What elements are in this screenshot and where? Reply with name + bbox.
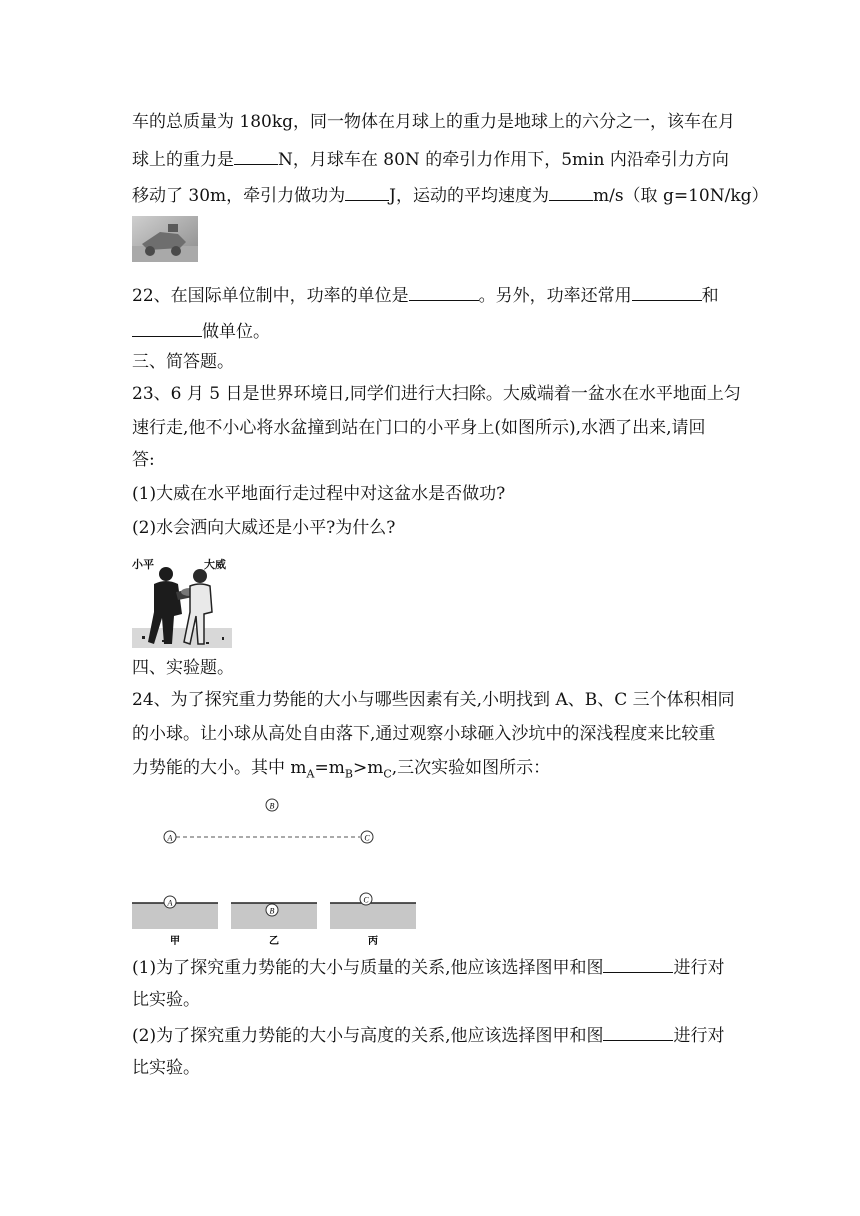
ball-label-a-pit: A [167, 898, 173, 908]
q23-line-2: 速行走,他不小心将水盆撞到站在门口的小平身上(如图所示),水洒了出来,请回 [132, 418, 706, 438]
q21-line-2 [132, 146, 729, 172]
sand-pit-2 [231, 903, 317, 929]
q21-text-3a: 移动了 30m，牵引力做功为 [132, 186, 346, 206]
ball-label-b: B [269, 801, 275, 811]
q24-text-3a: 力势能的大小。其中 m [132, 758, 307, 778]
q23-line-3: 答: [132, 450, 155, 470]
answer-blank[interactable] [603, 954, 673, 973]
potential-energy-experiment-diagram [130, 792, 422, 952]
answer-blank[interactable] [345, 182, 389, 201]
q21-text-3b: J，运动的平均速度为 [389, 186, 549, 206]
q24-sub2-tail: 进行对 [673, 1026, 725, 1046]
q24-sub2-text: (2)为了探究重力势能的大小与高度的关系,他应该选择图甲和图 [132, 1026, 604, 1046]
q22-text-1c: 和 [701, 286, 719, 306]
ball-b-high [266, 799, 278, 811]
label-dawei: 大威 [204, 558, 226, 571]
q21-text-1: 车的总质量为 180kg，同一物体在月球上的重力是地球上的六分之一，该车在月 [132, 112, 736, 132]
q24-line-3 [132, 756, 550, 786]
label-xiaoping: 小平 [132, 558, 154, 571]
caption-yi: 乙 [269, 936, 279, 947]
ball-label-b-pit: B [269, 906, 275, 916]
q21-text-2b: N，月球车在 80N 的牵引力作用下，5min 内沿牵引力方向 [278, 150, 729, 170]
answer-blank[interactable] [409, 282, 479, 301]
q24-line-2: 的小球。让小球从高处自由落下,通过观察小球砸入沙坑中的深浅程度来比较重 [132, 724, 716, 744]
caption-jia: 甲 [170, 936, 180, 947]
q21-line-3 [132, 182, 769, 208]
answer-blank[interactable] [549, 182, 593, 201]
q22-text-2: 做单位。 [202, 322, 270, 342]
q21-text-3c: m/s（取 g=10N/kg） [592, 186, 769, 206]
subscript-b: B [344, 767, 353, 781]
q22-text-1b: 。另外，功率还常用 [478, 286, 632, 306]
lunar-rover-photo [132, 216, 198, 262]
q22-line-1 [132, 282, 719, 308]
answer-blank[interactable] [603, 1022, 673, 1041]
section-4-heading: 四、实验题。 [132, 658, 234, 678]
q21-line-1 [132, 110, 735, 134]
answer-blank[interactable] [632, 282, 702, 301]
caption-bing: 丙 [368, 936, 378, 947]
q24-sub1-text: (1)为了探究重力势能的大小与质量的关系,他应该选择图甲和图 [132, 958, 604, 978]
sand-pit-3 [330, 893, 416, 929]
q24-line-1: 24、为了探究重力势能的大小与哪些因素有关,小明找到 A、B、C 三个体积相同 [132, 690, 735, 710]
q24-sub1-tail: 进行对 [673, 958, 725, 978]
q24-eq: =m [314, 758, 345, 778]
answer-blank[interactable] [234, 146, 278, 165]
subscript-c: C [383, 767, 392, 781]
q23-line-1: 23、6 月 5 日是世界环境日,同学们进行大扫除。大威端着一盆水在水平地面上匀 [132, 384, 741, 404]
q22-text-1a: 22、在国际单位制中，功率的单位是 [132, 286, 409, 306]
q24-sub-1 [132, 954, 724, 980]
section-3-heading: 三、简答题。 [132, 352, 234, 372]
q21-text-2a: 球上的重力是 [132, 150, 234, 170]
ball-a-high [164, 831, 176, 843]
q23-sub-1: (1)大威在水平地面行走过程中对这盆水是否做功? [132, 484, 506, 504]
q24-sub-1-cont: 比实验。 [132, 990, 200, 1010]
ball-label-c-pit: C [363, 895, 369, 905]
ball-c-high [361, 831, 373, 843]
q24-text-3b: ,三次实验如图所示： [391, 758, 551, 778]
sand-pit-1 [132, 896, 218, 929]
q24-sub-2 [132, 1022, 724, 1048]
ball-label-a: A [167, 833, 173, 843]
q22-line-2 [132, 318, 270, 344]
q24-gt: >m [352, 758, 384, 778]
ball-label-c: C [364, 833, 370, 843]
two-boys-photo [132, 552, 232, 648]
q24-sub-2-cont: 比实验。 [132, 1058, 200, 1078]
answer-blank[interactable] [132, 318, 202, 337]
q23-sub-2: (2)水会洒向大威还是小平?为什么? [132, 518, 396, 538]
subscript-a: A [306, 767, 315, 781]
